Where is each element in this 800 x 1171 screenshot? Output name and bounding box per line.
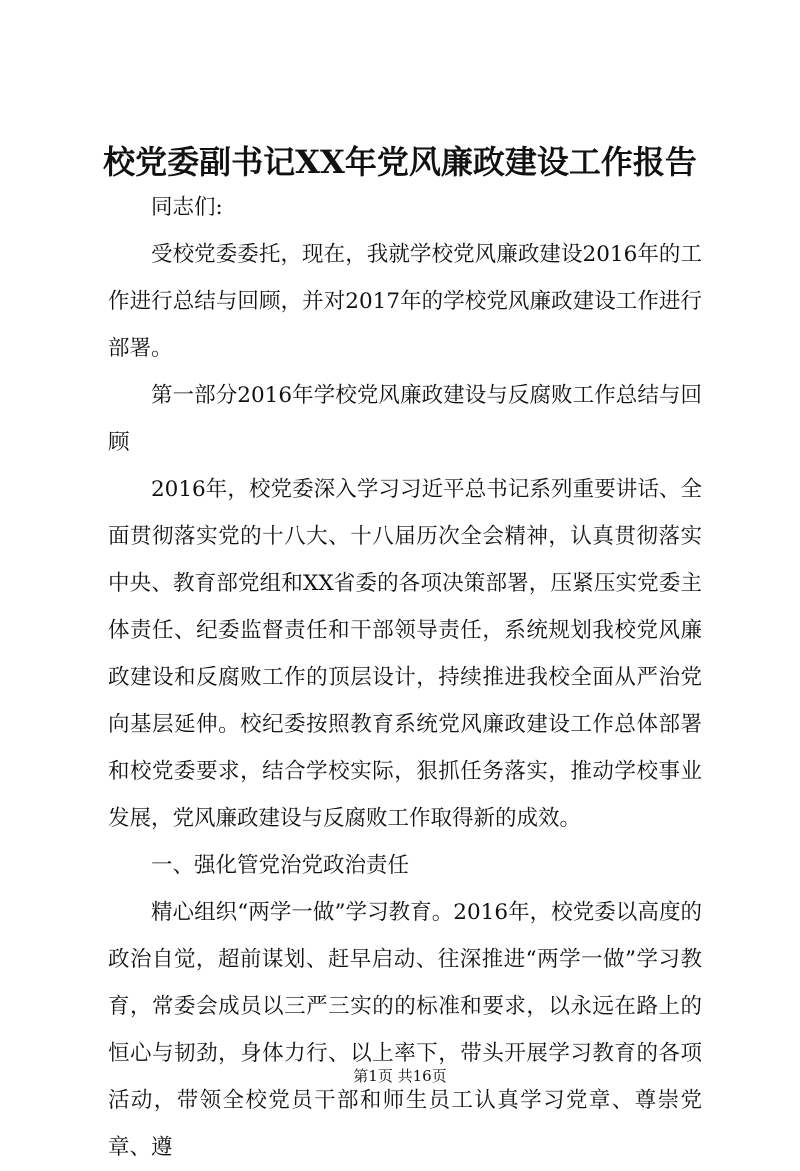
salutation-paragraph: 同志们: <box>151 195 223 220</box>
section-heading-paragraph: 第一部分2016年学校党风廉政建设与反腐败工作总结与回顾 <box>108 383 702 455</box>
document-body <box>108 184 702 1171</box>
body-paragraph: 受校党委委托，现在，我就学校党风廉政建设2016年的工作进行总结与回顾，并对2017年的学校党风廉政建设工作进行部署。 <box>108 242 702 361</box>
subsection-heading-paragraph: 一、强化管党治党政治责任 <box>151 853 410 878</box>
page-number-footer: 第1页 共16页 <box>353 1067 447 1085</box>
document-title: 校党委副书记XX年党风廉政建设工作报告 <box>103 143 697 181</box>
body-paragraph: 2016年，校党委深入学习习近平总书记系列重要讲话、全面贯彻落实党的十八大、十八届历次全会精神，认真贯彻落实中央、教育部党组和XX省委的各项决策部署，压紧压实党委主体责任、纪委监督责任和干部领导责任，系统规划我校党风廉政建设和反腐败工作的顶层设计，持续推进我校全面从严治党向基层延伸。校纪委按照教育系统党风廉政建设工作总体部署和校党委要求，结合学校实际，狠抓任务落实，推动学校事业发展，党风廉政建设与反腐败工作取得新的成效。 <box>108 477 702 831</box>
body-paragraph: 精心组织“两学一做”学习教育。2016年，校党委以高度的政治自觉，超前谋划、赶早启动、往深推进“两学一做”学习教育，常委会成员以三严三实的的标准和要求，以永远在路上的恒心与韧劲，身体力行、以上率下，带头开展学习教育的各项活动，带领全校党员干部和师生员工认真学习党章、尊崇党章、遵 <box>108 900 702 1160</box>
